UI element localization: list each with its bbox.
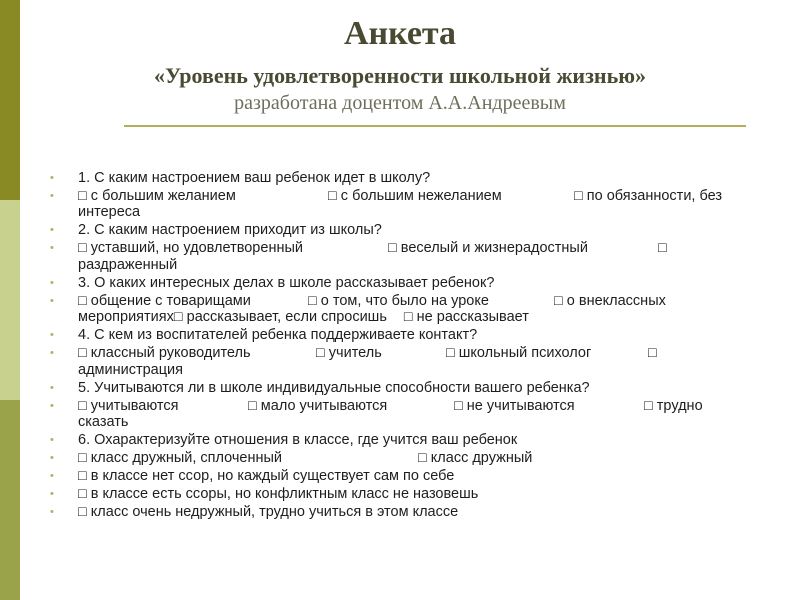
bullet-icon: • [50, 224, 54, 237]
question-text: □ в классе есть ссоры, но конфликтным класс не назовешь [78, 486, 479, 503]
question-text: 5. Учитываются ли в школе индивидуальные способности вашего ребенка? [78, 379, 590, 396]
answer-options-line [50, 398, 750, 431]
question-text: □ класс очень недружный, трудно учиться в этом классе [78, 504, 459, 521]
question-line [50, 380, 750, 396]
answer-option: □ мало учитываются [248, 397, 388, 414]
bullet-icon: • [50, 506, 54, 519]
bullet-icon: • [50, 399, 54, 412]
answer-option: □ раздраженный [78, 240, 667, 273]
answer-option: □ не рассказывает [403, 309, 529, 326]
title-block [0, 12, 800, 116]
answer-option: □ рассказывает, если спросишь [173, 309, 387, 326]
question-text: 1. С каким настроением ваш ребенок идет в школу? [78, 170, 431, 186]
question-line [50, 275, 750, 291]
bullet-icon: • [50, 172, 54, 184]
bullet-icon: • [50, 381, 54, 394]
answer-option: □ по обязанности, без интереса [78, 188, 723, 221]
question-text: 6. Охарактеризуйте отношения в классе, где учится ваш ребенок [78, 432, 518, 449]
question-line [50, 327, 750, 343]
question-line [50, 432, 750, 448]
question-text: 2. С каким настроением приходит из школы? [78, 222, 382, 239]
answer-options-line [50, 450, 750, 466]
bullet-icon: • [50, 294, 54, 307]
bullet-icon: • [50, 329, 54, 342]
answer-option: □ учитель [316, 345, 382, 362]
sidebar-stripe-bottom [0, 400, 20, 600]
question-line [50, 486, 750, 502]
answer-options-line [50, 240, 750, 273]
bullet-icon: • [50, 488, 54, 501]
answer-options-line [50, 345, 750, 378]
question-text: □ в классе нет ссор, но каждый существует сам по себе [78, 468, 455, 485]
page-title: Анкета [343, 15, 457, 52]
answer-option: □ класс дружный, сплоченный [78, 450, 283, 467]
answer-option: □ общение с товарищами [78, 292, 251, 309]
question-line [50, 222, 750, 238]
answer-option: □ о внеклассных мероприятиях [78, 292, 666, 326]
questionnaire-list [50, 170, 750, 522]
bullet-icon: • [50, 434, 54, 447]
answer-option: □ классный руководитель [78, 345, 251, 362]
author-line: разработана доцентом А.А.Андреевым [234, 92, 566, 114]
question-line [50, 504, 750, 520]
bullet-icon: • [50, 276, 54, 289]
answer-option: □ администрация [78, 345, 657, 378]
answer-option: □ с большим нежеланием [328, 188, 502, 204]
question-line [50, 170, 750, 186]
bullet-icon: • [50, 190, 54, 202]
answer-option: □ о том, что было на уроке [308, 292, 489, 309]
page-subtitle: «Уровень удовлетворенности школьной жизнью» [153, 63, 647, 88]
answer-option: □ класс дружный [418, 450, 533, 467]
answer-option: □ с большим желанием [78, 188, 236, 204]
title-divider [124, 125, 746, 127]
answer-option: □ школьный психолог [446, 345, 592, 362]
bullet-icon: • [50, 452, 54, 465]
answer-option: □ веселый и жизнерадостный [388, 240, 588, 257]
bullet-icon: • [50, 470, 54, 483]
answer-option: □ уставший, но удовлетворенный [78, 240, 303, 257]
answer-option: □ не учитываются [454, 397, 575, 414]
question-text: 3. О каких интересных делах в школе рассказывает ребенок? [78, 274, 495, 291]
bullet-icon: • [50, 242, 54, 255]
question-line [50, 468, 750, 484]
answer-option: □ учитываются [78, 397, 179, 414]
sidebar-stripe-middle [0, 200, 20, 400]
answer-options-line [50, 188, 750, 221]
bullet-icon: • [50, 347, 54, 360]
answer-option: □ трудно сказать [78, 397, 703, 431]
question-text: 4. С кем из воспитателей ребенка поддерживаете контакт? [78, 327, 478, 344]
answer-options-line [50, 293, 750, 326]
